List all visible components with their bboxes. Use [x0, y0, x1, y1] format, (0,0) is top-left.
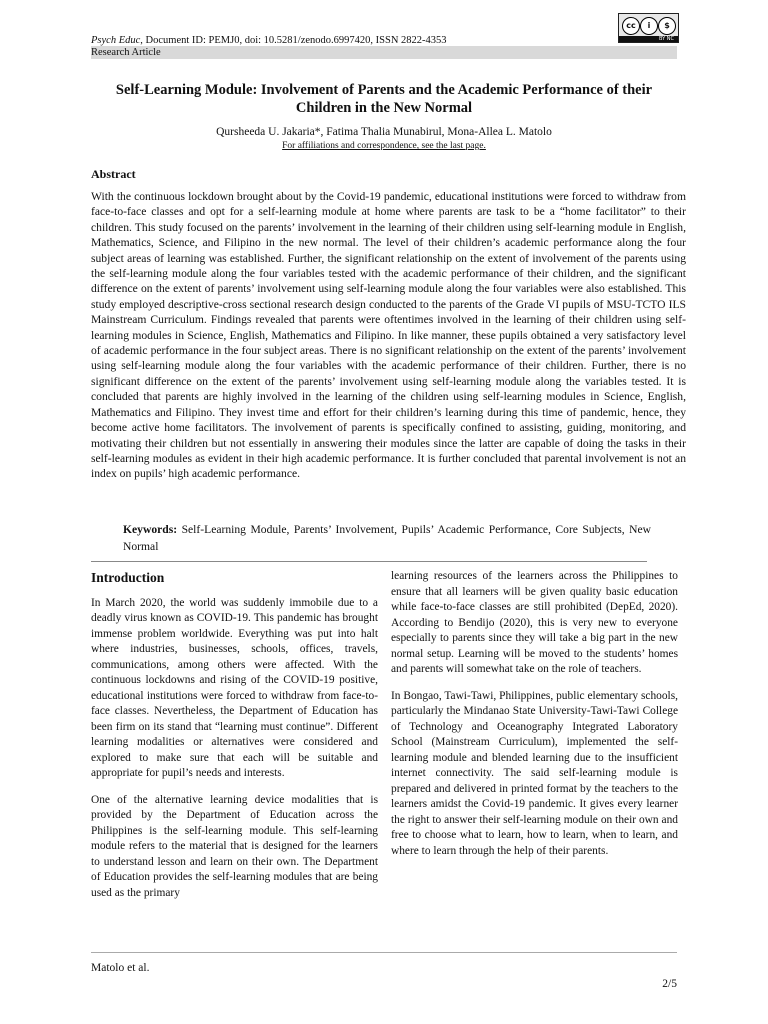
cc-icon: cc	[622, 17, 640, 35]
paragraph: In March 2020, the world was suddenly immobile due to a deadly virus known as COVID-19. This pandemic has brought immense problem worldwide. Everything was put into halt where industries, businesses, schools, offices, travels, communications, among others were affected. With the continuous lockdowns and rising of the COVID-19 positive, educational institutions were forced to withdraw from face-to-face classes. Nevertheless, the Department of Education has been firm on its stand that “learning must continue”. Different learning modalities or alternatives were considered and explored to make sure that each will be suitable and appropriate for pupil’s needs and interests.	[91, 596, 378, 779]
article-type-bar: Research Article	[91, 46, 677, 59]
cc-by-nc-license-icon	[618, 13, 679, 43]
journal-citation	[91, 35, 447, 46]
non-commercial-icon: $	[658, 17, 676, 35]
paper-title: Self-Learning Module: Involvement of Parents and the Academic Performance of their Children in the New Normal	[115, 82, 653, 116]
left-column	[91, 570, 378, 912]
affiliations-link[interactable]: For affiliations and correspondence, see the last page.	[282, 141, 486, 151]
introduction-heading: Introduction	[91, 570, 165, 585]
keywords-label: Keywords:	[123, 523, 178, 536]
author-list: Qursheeda U. Jakaria*, Fatima Thalia Munabirul, Mona-Allea L. Matolo	[216, 126, 552, 138]
divider	[91, 561, 647, 562]
footer-authors: Matolo et al.	[91, 962, 150, 974]
page-number: 2/5	[662, 978, 677, 990]
keywords-text: Self-Learning Module, Parents’ Involvement, Pupils’ Academic Performance, Core Subjects, New Normal	[123, 523, 651, 553]
citation-text: , Document ID: PEMJ0, doi: 10.5281/zenodo.6997420, ISSN 2822-4353	[140, 35, 447, 46]
license-strip: BY NC	[619, 36, 678, 42]
footer-divider	[91, 952, 677, 953]
right-column	[391, 569, 678, 870]
abstract-heading: Abstract	[91, 167, 136, 181]
keywords	[123, 521, 651, 555]
abstract-text: With the continuous lockdown brought about by the Covid-19 pandemic, educational institutions were forced to withdraw from face-to-face classes and opt for a self-learning module at home where parents are task to be a “home facilitator” to their children. This study focused on the parents’ involvement in the learning of their children using self-learning module in English, Mathematics, Science, and Filipino in the new normal. The level of their children’s academic performance along the four subject areas of learning was established. Further, the significant relationship on the extent of involvement of the parents using the self-learning module along the four variables tested with the academic performance of their children, and the significant difference on the extent of parents’ involvement using self-learning module along the four variables were also established. This study employed descriptive-cross sectional research design conducted to the parents of the Grade VI pupils of MSU-TCTO ILS Mainstream Curriculum. Findings revealed that parents were oftentimes involved in the learning of their children using self-learning modules in Science, English, Mathematics and Filipino. In like manner, these pupils obtained a very satisfactory level of academic performance in the four subject areas. There is no significant relationship on the extent of the parents’ involvement using self-learning module along the four variables with the academic performance of their children. Further, there is no significant difference on the extent of the parents’ involvement using self-learning module along the variables tested. It is concluded that parents are highly involved in the learning of the children using self-learning modules in Science, English, Mathematics and Filipino. They invest time and effort for their children’s learning during this time of pandemic, hence, they become active home facilitators. The involvement of parents is specifically confined to assisting, guiding, monitoring, and motivating their children but not essentially in answering their modules since the latter are capable of doing the tasks in their self-learning modules as evident in their high academic performance. It is further concluded that parental involvement is not an index on pupils’ high academic performance.	[91, 190, 686, 481]
paragraph: learning resources of the learners across the Philippines to ensure that all learners will be given quality basic education while face-to-face classes are still prohibited (DepEd, 2020). According to Bendijo (2020), this is very new to everyone especially to parents since they will take a big part in the new normal setup. Learning will be moved to the students’ homes and parents will somewhat take on the role of teachers.	[391, 570, 678, 675]
paragraph: One of the alternative learning device modalities that is provided by the Department of Education across the Philippines is the self-learning module. This self-learning module refers to the material that is designed for the learners to understand lesson and learn on their own. The Department of Education provides the self-learning modules that are being used as the primary	[91, 793, 378, 899]
person-icon: i	[640, 17, 658, 35]
paragraph: In Bongao, Tawi-Tawi, Philippines, public elementary schools, particularly the Mindanao State University-Tawi-Tawi College of Technology and Oceanography Integrated Laboratory School (Mainstream Curriculum), implemented the self-learning module and blended learning due to the insufficient internet connectivity. The said self-learning module is prepared and delivered in printed format by the teachers to the learners amidst the Covid-19 pandemic. It gives every learner the right to answer their self-learning module on their own and free to choose what to learn, how to learn, when to learn, and where to learn through the help of their parents.	[391, 689, 678, 857]
journal-name: Psych Educ	[91, 35, 141, 46]
